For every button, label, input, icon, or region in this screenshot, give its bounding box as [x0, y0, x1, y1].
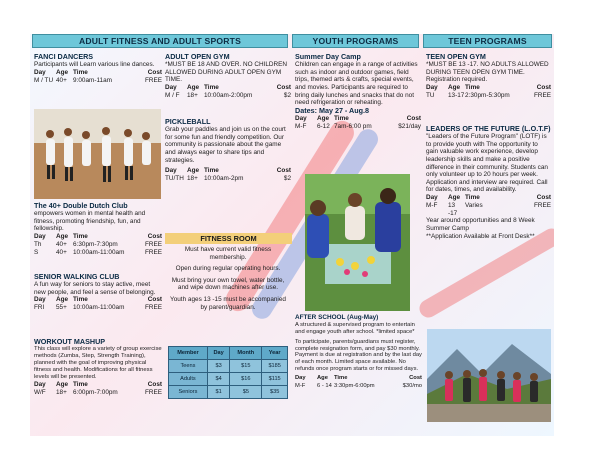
- cell: $21/day: [398, 122, 421, 130]
- col-age: Age: [56, 232, 69, 240]
- cell: 6:00pm-7:00pm: [73, 389, 118, 396]
- col-cost: Cost: [276, 167, 291, 175]
- cell: 6-12: [317, 122, 330, 130]
- teen-gym-title: TEEN OPEN GYM: [426, 52, 486, 61]
- col-age: Age: [448, 83, 461, 91]
- open-gym-title: ADULT OPEN GYM: [165, 52, 230, 61]
- col-time: Time: [334, 114, 349, 122]
- fitness-fee-table: [168, 346, 288, 399]
- after-school-row: [295, 383, 422, 391]
- col-cost: Cost: [276, 83, 291, 91]
- teen-gym-section: [426, 53, 551, 100]
- day-camp-title: Summer Day Camp: [295, 52, 361, 61]
- col-day: Day: [165, 167, 177, 175]
- cell: $30/mo: [402, 382, 422, 389]
- pickleball-desc: Grab your paddles and join us on the court for some fun and friendly competition. Our community is passionate about the game and always eager to share tips and strategies.: [165, 126, 286, 164]
- header-adult: ADULT FITNESS AND ADULT SPORTS: [32, 34, 288, 48]
- lotf-row: [426, 202, 551, 218]
- cell: M-F: [426, 201, 438, 209]
- day-camp-section: [295, 53, 421, 131]
- cell: 40+: [56, 248, 67, 256]
- fee-head: Day: [207, 347, 229, 360]
- cell: 9:00am-11am: [73, 76, 112, 84]
- teen-gym-row: [426, 92, 551, 100]
- double-dutch-row-2: [34, 249, 162, 257]
- mashup-section: [34, 338, 162, 397]
- cell: 10:00am-11:00am: [73, 304, 125, 312]
- open-gym-head: [165, 84, 291, 92]
- pickleball-title: PICKLEBALL: [165, 117, 211, 126]
- col-age: Age: [187, 83, 200, 91]
- col-day: Day: [34, 296, 46, 304]
- col-age: Age: [56, 68, 69, 76]
- fee-cell: $15: [230, 360, 262, 373]
- fee-row: [169, 386, 288, 399]
- teen-gym-desc: *MUST BE 13 -17. NO ADULTS ALLOWED DURING TEEN OPEN GYM TIME. Registration required.: [426, 61, 549, 84]
- col-day: Day: [34, 232, 46, 240]
- fanci-title: FANCI DANCERS: [34, 52, 94, 61]
- brochure-panel: [30, 34, 554, 436]
- open-gym-section: [165, 53, 291, 100]
- teen-gym-head: [426, 84, 551, 92]
- day-camp-head: [295, 115, 421, 123]
- fee-row: [169, 373, 288, 386]
- cell: M-F: [295, 122, 307, 130]
- cell: W/F: [34, 389, 46, 396]
- cell: 40+: [56, 240, 67, 248]
- mashup-head: [34, 381, 162, 389]
- double-dutch-desc: empowers women in mental health and fitness, promoting friendship, fun, and fellowship.: [34, 210, 146, 233]
- cell: 55+: [56, 304, 67, 312]
- col-age: Age: [56, 296, 69, 304]
- cell: 7am-6:00 pm: [334, 122, 372, 130]
- double-dutch-row-1: [34, 241, 162, 249]
- col-time: Time: [73, 68, 88, 76]
- double-dutch-head: [34, 233, 162, 241]
- cell: $2: [283, 91, 291, 99]
- col-cost: Cost: [147, 232, 162, 240]
- lotf-line-1: Year around opportunities and 8 Week Summer Camp: [426, 217, 535, 232]
- lotf-section: [426, 125, 551, 240]
- kids-photo: [305, 174, 410, 311]
- fanci-row: [34, 77, 162, 85]
- cell: FREE: [533, 91, 551, 99]
- lotf-head: [426, 194, 551, 202]
- fitness-line-2: Open during regular operating hours.: [175, 265, 281, 273]
- cell: FREE: [144, 248, 162, 256]
- col-day: Day: [426, 83, 438, 91]
- cell: 10:00am-2pm: [204, 174, 244, 182]
- col-time: Time: [73, 296, 88, 304]
- walking-desc: A fun way for seniors to stay active, meet new people, and feel a sense of belonging.: [34, 281, 156, 296]
- pickleball-section: [165, 118, 291, 183]
- fitness-line-1: Must have current valid fitness membership.: [184, 246, 272, 261]
- fee-cell: $5: [230, 386, 262, 399]
- col-time: Time: [204, 167, 219, 175]
- cell: 18+: [187, 91, 198, 99]
- col-cost: Cost: [536, 193, 551, 201]
- cell: 13 -17: [448, 201, 458, 217]
- after-school-head: [295, 375, 422, 383]
- cell: 40+: [56, 76, 67, 84]
- header-teen: TEEN PROGRAMS: [423, 34, 552, 48]
- lotf-desc: "Leaders of the Future Program" (LOTF) is to provide youth with The opportunity to gain valuable work experience, develop leadership skills and make a positive difference in their community. Students can only volunteer up to 20 hours per week. Application and interview are required. Call for dates, times, and availability.: [426, 133, 548, 194]
- cell: FREE: [144, 76, 162, 84]
- col-age: Age: [317, 114, 330, 122]
- walking-section: [34, 273, 162, 312]
- cell: TU/TH: [165, 174, 184, 182]
- mashup-title: WORKOUT MASHUP: [34, 337, 106, 346]
- fitness-line-3: Must bring your own towel, water bottle, and wipe down machines after use.: [171, 276, 285, 292]
- col-time: Time: [73, 232, 88, 240]
- fee-head: Year: [262, 347, 288, 360]
- cell: 3:30pm-6:00pm: [334, 382, 375, 389]
- cell: FREE: [144, 304, 162, 312]
- walking-head: [34, 296, 162, 304]
- col-day: Day: [295, 114, 307, 122]
- col-day: Day: [34, 381, 46, 389]
- fee-cell: $16: [230, 373, 262, 386]
- lotf-title: LEADERS OF THE FUTURE (L.O.T.F): [426, 124, 551, 133]
- cell: $2: [283, 174, 291, 182]
- cell: FRI: [34, 304, 45, 312]
- cell: Varies: [465, 201, 483, 209]
- open-gym-row: [165, 92, 291, 100]
- cell: FREE: [533, 201, 551, 209]
- col-day: Day: [295, 374, 306, 381]
- col-cost: Cost: [147, 296, 162, 304]
- fee-row: [169, 360, 288, 373]
- day-camp-dates: Dates: May 27 - Aug.8: [295, 105, 370, 115]
- fee-cell: $3: [207, 360, 229, 373]
- fee-head: Month: [230, 347, 262, 360]
- col-cost: Cost: [147, 68, 162, 76]
- after-school-desc-2: To participate, parents/guardians must register, complete resignation form, and pay $30 monthly. Payment is due at registration and by the last day of each month. Limited space available. No refunds once program starts or for missed days.: [295, 338, 422, 372]
- col-time: Time: [465, 193, 480, 201]
- fee-cell: $4: [207, 373, 229, 386]
- fitness-line-4: Youth ages 13 -15 must be accompanied by parent/guardian.: [170, 295, 286, 311]
- col-time: Time: [204, 83, 219, 91]
- cell: 13-17: [448, 91, 465, 99]
- col-cost: Cost: [536, 83, 551, 91]
- fee-head: Member: [169, 347, 208, 360]
- cell: 6:30pm-7:30pm: [73, 240, 118, 248]
- open-gym-desc: *MUST BE 18 AND OVER. NO CHILDREN ALLOWED DURING ADULT OPEN GYM TIME.: [165, 61, 288, 84]
- col-time: Time: [465, 83, 480, 91]
- cell: 18+: [187, 174, 198, 182]
- cell: M / F: [165, 91, 180, 99]
- cell: Th: [34, 240, 42, 248]
- cell: S: [34, 248, 39, 256]
- after-school-desc: A structured & supervised program to entertain and engage youth after school. *limited space*: [295, 322, 415, 335]
- fitness-room-band: FITNESS ROOM: [165, 233, 292, 244]
- cell: M-F: [295, 382, 306, 389]
- fee-cell: $185: [262, 360, 288, 373]
- cell: M / TU: [34, 76, 54, 84]
- col-age: Age: [187, 167, 200, 175]
- after-school-section: [295, 314, 422, 390]
- col-age: Age: [56, 381, 69, 389]
- fanci-section: [34, 53, 162, 84]
- cell: 10:00am-11:00am: [73, 248, 125, 256]
- col-cost: Cost: [147, 381, 162, 389]
- fee-head-row: [169, 347, 288, 360]
- day-camp-desc: Children can engage in a range of activities such as indoor and outdoor games, field trips, themed arts & crafts, special events, and movies. Participants are required to bring daily lunches and snacks that do not need refrigeration or reheating.: [295, 61, 418, 107]
- mashup-row: [34, 389, 162, 397]
- cell: 6 - 14: [317, 382, 332, 389]
- day-camp-row: [295, 123, 421, 131]
- hikers-photo: [427, 329, 551, 422]
- cell: TU: [426, 91, 435, 99]
- pickleball-row: [165, 175, 291, 183]
- fee-cell: Adults: [169, 373, 208, 386]
- fee-cell: $35: [262, 386, 288, 399]
- col-day: Day: [165, 83, 177, 91]
- double-dutch-section: [34, 202, 162, 256]
- fee-cell: $1: [207, 386, 229, 399]
- col-day: Day: [34, 68, 46, 76]
- walking-row: [34, 304, 162, 312]
- col-day: Day: [426, 193, 438, 201]
- after-school-title: AFTER SCHOOL (Aug-May): [295, 314, 379, 321]
- col-cost: Cost: [406, 114, 421, 122]
- pickleball-head: [165, 167, 291, 175]
- fee-cell: Teens: [169, 360, 208, 373]
- fanci-desc: Participants will Learn various line dances.: [34, 61, 155, 69]
- cell: 2:30pm-5:30pm: [465, 91, 510, 99]
- fee-cell: Seniors: [169, 386, 208, 399]
- cell: FREE: [144, 240, 162, 248]
- col-time: Time: [73, 381, 88, 389]
- fanci-head: [34, 69, 162, 77]
- cell: 10:00am-2:00pm: [204, 91, 253, 99]
- col-age: Age: [317, 374, 328, 381]
- lotf-line-2: **Application Available at Front Desk**: [426, 232, 535, 240]
- mashup-desc: This class will explore a variety of group exercise methods (Zumba, Step, Strength Training), planned with the goal of improving physical fitness and health. Modifications for all fitness levels will be presented.: [34, 346, 162, 381]
- cell: 18+: [56, 389, 67, 396]
- col-age: Age: [448, 193, 461, 201]
- header-youth: YOUTH PROGRAMS: [292, 34, 419, 48]
- cell: FREE: [144, 389, 162, 396]
- double-dutch-title: The 40+ Double Dutch Club: [34, 201, 128, 210]
- fee-cell: $115: [262, 373, 288, 386]
- col-time: Time: [334, 374, 348, 381]
- fitness-room-section: [168, 246, 288, 311]
- col-cost: Cost: [409, 374, 422, 381]
- walking-title: SENIOR WALKING CLUB: [34, 272, 120, 281]
- dance-photo: [34, 109, 161, 199]
